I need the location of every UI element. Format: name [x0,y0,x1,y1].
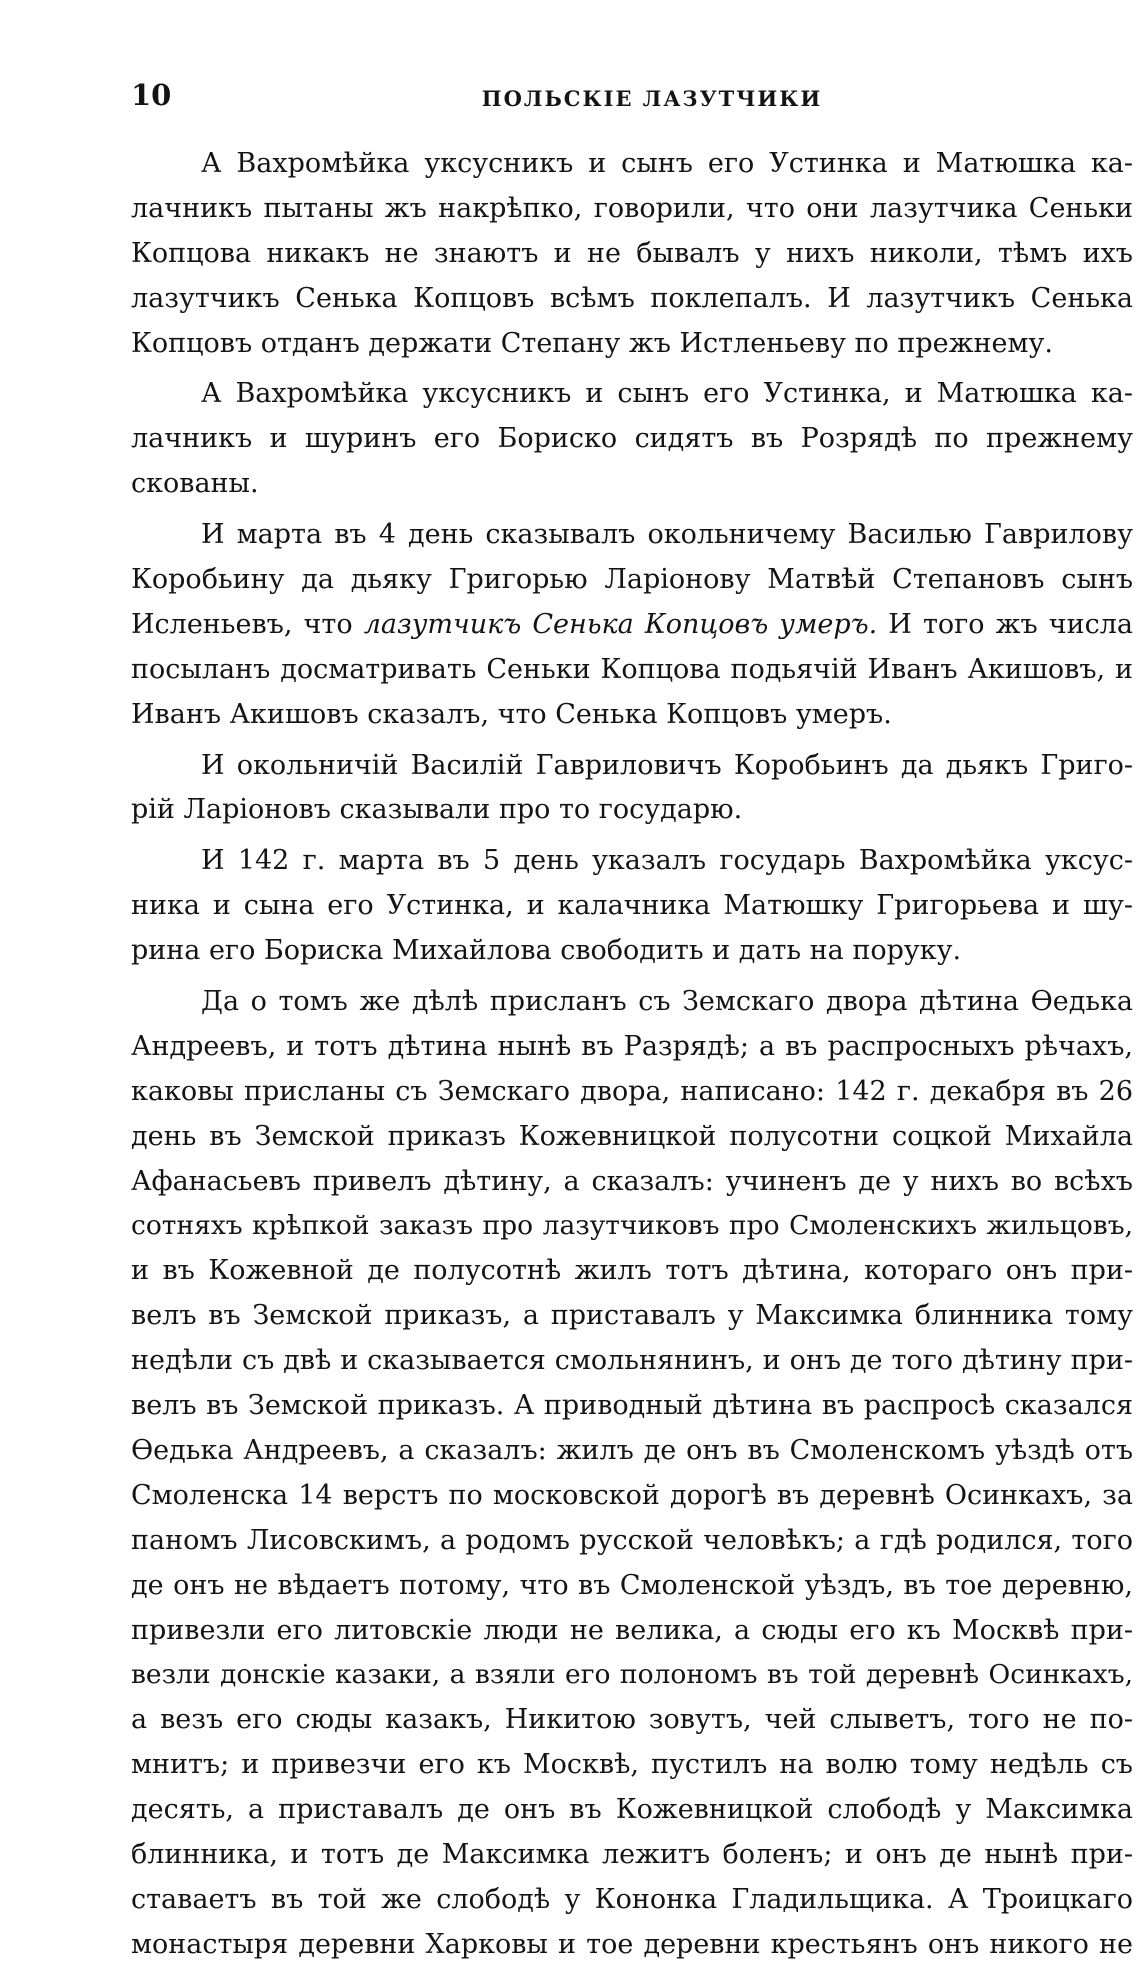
text-line: Афанасьевъ привелъ дѣтину, а сказалъ: учиненъ де у нихъ во всѣхъ [131,1165,1133,1197]
text-line: И марта въ 4 день сказывалъ окольничему Василью Гаврилову [201,519,1133,551]
text-line: лазутчикъ Сенька Копцовъ всѣмъ поклепалъ. И лазутчикъ Сенька [131,282,1133,314]
text-line: лачникъ и шуринъ его Бориско сидятъ въ Розрядѣ по прежнему [131,423,1133,455]
text-line: И 142 г. марта въ 5 день указалъ государь Вахромѣйка уксус- [201,845,1133,877]
page-number: 10 [131,78,172,112]
text-line: а везъ его сюды казакъ, Никитою зовутъ, чей слыветъ, того не по- [131,1704,1133,1736]
text-line-mixed [131,603,1133,648]
text-line: рій Ларіоновъ сказывали про то государю. [131,794,743,826]
paragraph-5 [131,839,1133,974]
text-line: привезли его литовскіе люди не велика, а сюды его къ Москвѣ при- [131,1614,1133,1646]
text-line: Да о томъ же дѣлѣ присланъ съ Земскаго двора дѣтина Өедька [201,986,1133,1018]
text-line: рина его Бориска Михайлова свободить и дать на поруку. [131,935,962,967]
running-title: ПОЛЬСКІЕ ЛАЗУТЧИКИ [481,86,823,111]
text-line: паномъ Лисовскимъ, а родомъ русской человѣкъ; а гдѣ родился, того [131,1524,1133,1556]
text-line: де онъ не вѣдаетъ потому, что въ Смоленской уѣздъ, въ тое деревню, [131,1569,1133,1601]
paragraph-4 [131,744,1133,834]
text-line: каковы присланы съ Земскаго двора, написано: 142 г. декабря въ 26 [131,1075,1133,1107]
page-header [131,78,1133,118]
paragraph-6 [131,980,1133,1968]
text-line: велъ въ Земской приказъ, а приставалъ у Максимка блинника тому [131,1300,1133,1332]
paragraph-1 [131,142,1133,366]
text-line: Копцова никакъ не знаютъ и не бывалъ у нихъ николи, тѣмъ ихъ [131,237,1133,269]
text-line: везли донскіе казаки, а взяли его полономъ въ той деревнѣ Осинкахъ, [131,1659,1133,1691]
text-segment: И того жъ числа [888,608,1133,640]
text-line: Андреевъ, и тотъ дѣтина нынѣ въ Разрядѣ; а въ распросныхъ рѣчахъ, [131,1030,1133,1062]
text-line: И окольничій Василій Гавриловичъ Коробьинъ да дьякъ Григо- [201,749,1133,781]
document-body [131,142,1133,1968]
text-line: Копцовъ отданъ держати Степану жъ Истленьеву по прежнему. [131,327,1053,359]
text-line: Смоленска 14 верстъ по московской дорогѣ въ деревнѣ Осинкахъ, за [131,1479,1133,1511]
text-line: и въ Кожевной де полусотнѣ жилъ тотъ дѣтина, котораго онъ при- [131,1255,1133,1287]
text-line: мнитъ; и привезчи его къ Москвѣ, пустилъ на волю тому недѣль съ [131,1749,1133,1781]
text-line: Иванъ Акишовъ сказалъ, что Сенька Копцовъ умеръ. [131,698,892,730]
text-line: недѣли съ двѣ и сказывается смольнянинъ, и онъ де того дѣтину при- [131,1345,1133,1377]
text-segment: Исленьевъ, что [131,608,353,640]
text-line: ника и сына его Устинка, и калачника Матюшку Григорьева и шу- [131,890,1133,922]
italic-segment: лазутчикъ Сенька Копцовъ умеръ. [363,608,878,640]
text-line: ставаетъ въ той же слободѣ у Кононка Гладильщика. А Троицкаго [131,1883,1133,1915]
paragraph-2 [131,372,1133,507]
text-line: лачникъ пытаны жъ накрѣпко, говорили, что они лазутчика Сеньки [131,192,1133,224]
text-line: десять, а приставалъ де онъ въ Кожевницкой слободѣ у Максимка [131,1794,1133,1826]
paragraph-3 [131,513,1133,737]
text-line: А Вахромѣйка уксусникъ и сынъ его Устинка и Матюшка ка- [201,148,1133,179]
text-line: велъ въ Земской приказъ. А приводный дѣтина въ распросѣ сказался [131,1390,1133,1422]
text-line: день въ Земской приказъ Кожевницкой полусотни соцкой Михайла [131,1120,1133,1152]
text-line: сотняхъ крѣпкой заказъ про лазутчиковъ про Смоленскихъ жильцовъ, [131,1210,1133,1242]
text-line: монастыря деревни Харковы и тое деревни крестьянъ онъ никого не [131,1928,1133,1960]
text-line: А Вахромѣйка уксусникъ и сынъ его Устинка, и Матюшка ка- [201,378,1133,410]
text-line: Коробьину да дьяку Григорью Ларіонову Матвѣй Степановъ сынъ [131,564,1133,596]
text-line: блинника, и тотъ де Максимка лежитъ боленъ; и онъ де нынѣ при- [131,1838,1133,1870]
text-line: посыланъ досматривать Сеньки Копцова подьячій Иванъ Акишовъ, и [131,653,1133,685]
text-line: скованы. [131,468,259,500]
text-line: Өедька Андреевъ, а сказалъ: жилъ де онъ въ Смоленскомъ уѣздѣ отъ [131,1434,1133,1466]
